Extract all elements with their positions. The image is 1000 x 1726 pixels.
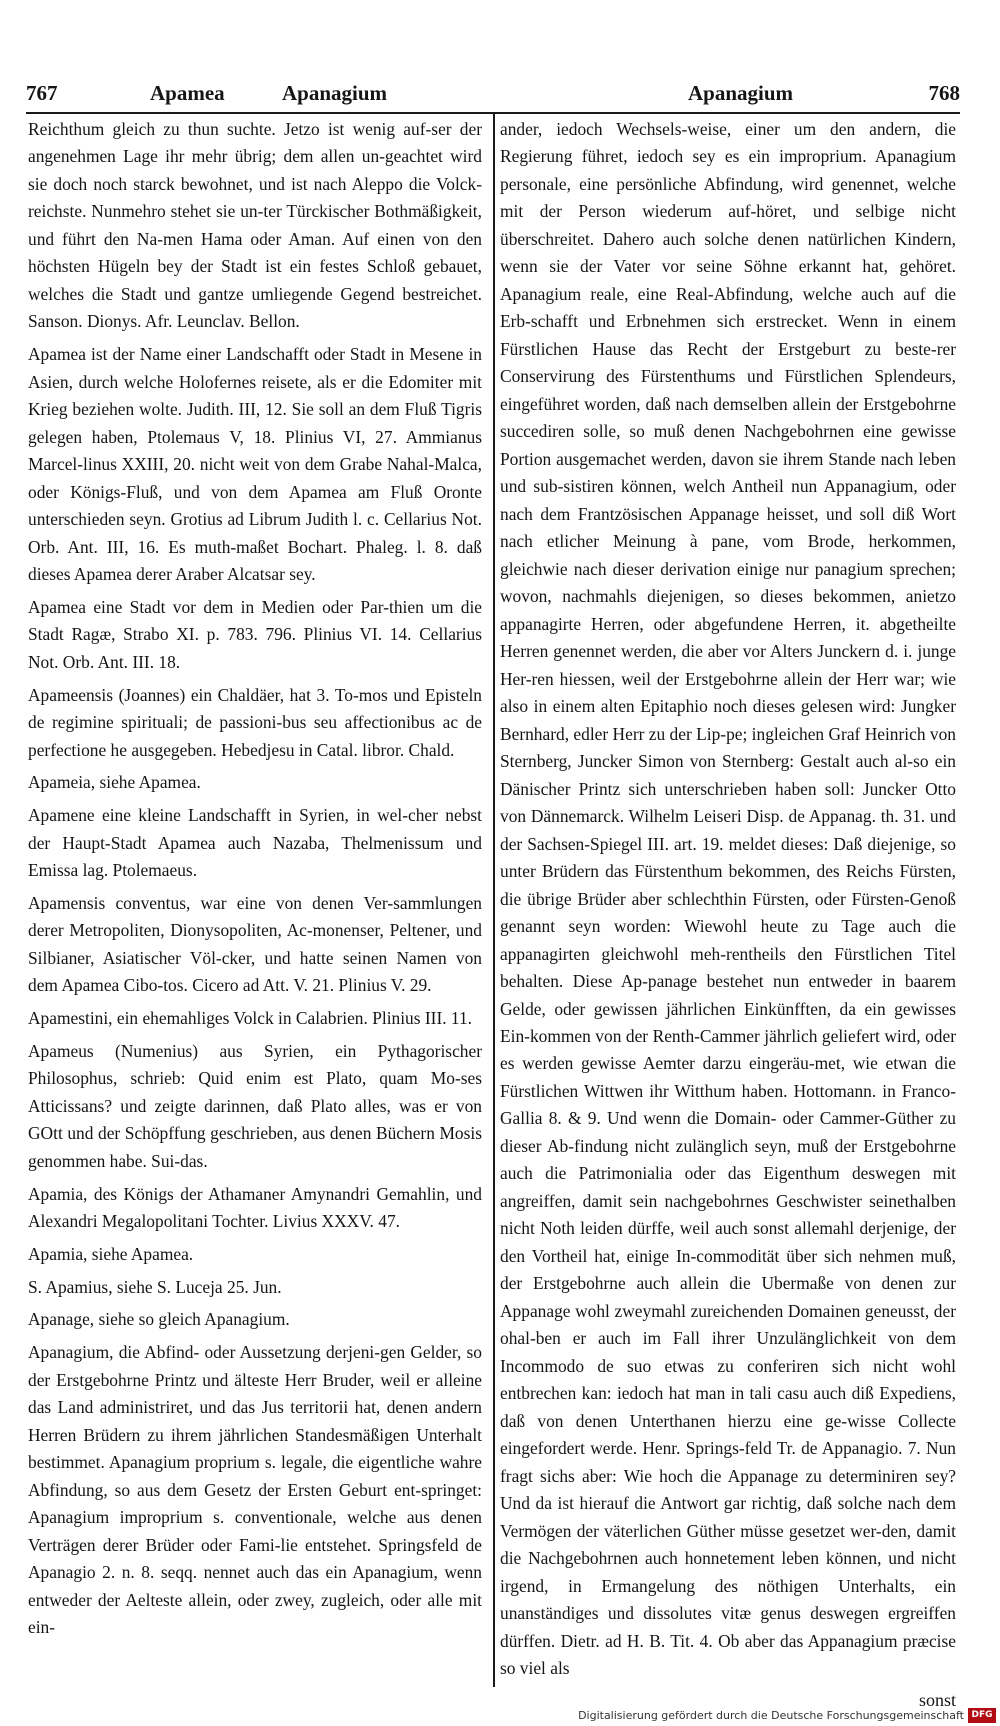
- left-column: [28, 116, 482, 1642]
- catchword: sonst: [918, 1690, 956, 1710]
- header-word-left-2: Apanagium: [282, 81, 388, 105]
- running-header: [26, 76, 960, 110]
- right-column: [500, 116, 956, 1683]
- paragraph: Apameus (Numenius) aus Syrien, ein Pythagorischer Philosophus, schrieb: Quid enim est Plato, quam Mo-ses Atticissans? und zeigte darinnen, daß Plato alles, was er von GOtt und der Schöpffung geschrieben, aus denen Büchern Mosis genommen habe. Sui-das.: [28, 1040, 482, 1171]
- paragraph: Apameensis (Joannes) ein Chaldäer, hat 3. To-mos und Episteln de regimine spirituali; de passioni-bus seu affectionibus ac de perfectione he ausgegeben. Hebedjesu in Catal. libror. Chald.: [28, 684, 482, 760]
- paragraph: Apamea ist der Name einer Landschafft oder Stadt in Mesene in Asien, durch welche Holofernes reisete, als er die Edomiter mit Krieg beziehen wolte. Judith. III, 12. Sie soll an dem Fluß Tigris gelegen haben, Ptolemaus V, 18. Plinius VI, 27. Ammianus Marcel-linus XXIII, 20. nicht weit von dem Grabe Nahal-Malca, oder Königs-Fluß, und von dem Apamea am Fluß Oronte unterschieden seyn. Grotius ad Librum Judith l. c. Cellarius Not. Orb. Ant. III, 16. Es muth-maßet Bochart. Phaleg. l. 8. daß dieses Apamea derer Araber Alcatsar sey.: [28, 344, 482, 585]
- paragraph: Apamia, des Königs der Athamaner Amynandri Gemahlin, und Alexandri Megalopolitani Tochter. Livius XXXV. 47.: [28, 1183, 482, 1232]
- page-number-left: 767: [26, 81, 58, 105]
- paragraph: Apanage, siehe so gleich Apanagium.: [28, 1309, 290, 1330]
- header-word-right: Apanagium: [688, 81, 794, 105]
- paragraph: Reichthum gleich zu thun suchte. Jetzo ist wenig auf-ser der angenehmen Lage ihr mehr übrig; dem allen un-geachtet wird sie doch noch starck bewohnet, und ist nach Aleppo die Volck-reichste. Nunmehro stehet sie un-ter Türckischer Bothmäßigkeit, und führt den Na-men Hama oder Aman. Auf einen von den höchsten Hügeln bey der Stadt ist ein festes Schloß gebauet, welches die Stadt und gantze umliegende Gegend bestreichet. Sanson. Dionys. Afr. Leunclav. Bellon.: [28, 119, 482, 332]
- paragraph: Apamia, siehe Apamea.: [28, 1243, 194, 1264]
- paragraph: Apamene eine kleine Landschafft in Syrien, in wel-cher nebst der Haupt-Stadt Apamea auch Nazaba, Thelmenissum und Emissa lag. Ptolemaeus.: [28, 805, 482, 881]
- dfg-logo: DFG: [968, 1708, 996, 1723]
- paragraph: Apamestini, ein ehemahliges Volck in Calabrien. Plinius III. 11.: [28, 1008, 473, 1029]
- paragraph: Apamensis conventus, war eine von denen Ver-sammlungen derer Metropoliten, Dionysopoliten, Ac-monenser, Peltener, und Silbianer, Asiatischer Völ-cker, und hatte seinen Namen von dem Apamea Cibo-tos. Cicero ad Att. V. 21. Plinius V. 29.: [28, 892, 482, 996]
- header-word-left-1: Apamea: [150, 81, 225, 105]
- paragraph: Apameia, siehe Apamea.: [28, 772, 201, 793]
- column-divider: [493, 112, 495, 1687]
- paragraph: Apanagium, die Abfind- oder Aussetzung derjeni-gen Gelder, so der Erstgebohrne Printz und älteste Herr Bruder, weil er alleine das Land administriret, und das Jus territorii hat, denen andern Herren Brüdern zu ihrem jährlichen Standesmäßigen Unterhalt bestimmet. Apanagium proprium s. legale, die eigentliche wahre Abfindung, so aus dem Gesetz der Ersten Geburt ent-springet: Apanagium improprium s. conventionale, welche aus denen Verträgen derer Brüder oder Fami-lie entstehet. Springsfeld de Apanagio 2. n. 8. seqq. nennet auch das ein Apanagium, wenn entweder der Aelteste allein, oder zwey, zugleich, oder alle mit ein-: [28, 1342, 482, 1638]
- paragraph: Apamea eine Stadt vor dem in Medien oder Par-thien um die Stadt Ragæ, Strabo XI. p. 783. 796. Plinius VI. 14. Cellarius Not. Orb. Ant. III. 18.: [28, 596, 482, 672]
- page-number-right: 768: [928, 81, 960, 105]
- paragraph: ander, iedoch Wechsels-weise, einer um den andern, die Regierung führet, iedoch sey es ein improprium. Apanagium personale, eine persönliche Abfindung, wird genennet, welche mit der Person wiederum auf-höret, und selbige nicht überschreitet. Dahero auch solche denen natürlichen Kindern, wenn sie der Vater vor seine Söhne erkannt hat, gehöret. Apanagium reale, eine Real-Abfindung, welche auch auf die Erb-schafft und Erbnehmen sich erstrecket. Wenn in einem Fürstlichen Hause das Recht der Erstgeburt zu beste-rer Conservirung des Fürstenthums und Fürstlichen Splendeurs, eingeführet worden, daß nach demselben allein der Erstgebohrne succediren solle, so muß denen Nachgebohrnen eine gewisse Portion ausgemachet werden, davon sie ihrem Stande nach leben und sub-sistiren können, welch Antheil nun Appanagium, oder nach dem Frantzösischen Appanage heisset, und soll diß Wort nach etlicher Meinung à pane, vom Brode, herkommen, gleichwie nach dieser derivation einige nur panagium sprechen; wovon, nachmahls diejenigen, so dieses bekommen, anietzo appanagirte Herren, oder abgefundene Herren, it. abgetheilte Herren genennet werden, die aber vor Alters Junckern d. i. junge Her-ren hiessen, weil der Erstgebohrne allein der Herr war; wie also in einem alten Epitaphio noch dieses gelesen wird: Jungker Bernhard, edler Herr zu der Lip-pe; ingleichen Graf Heinrich von Sternberg, Juncker Simon von Sternberg: Gestalt auch al-so ein Dänischer Printz sich unterschrieben haben soll: Juncker Otto von Dännemarck. Wilhelm Leiseri Disp. de Appanag. th. 31. und der Sachsen-Spiegel III. art. 19. meldet dieses: Daß diejenige, so unter Brüdern das Fürstenthum bekommen, des Reichs Fürsten, die übrige Brüder aber schlechthin Fürsten, oder Fürsten-Genoß genannt seyn worden: Wiewohl heute zu Tage auch die appanagirten gleichwohl meh-rentheils den Fürstlichen Titel behalten. Diese Ap-panage bestehet nun entweder in baarem Gelde, oder gewissen jährlichen Einkünfften, da ein gewisses Ein-kommen von der Renth-Cammer jährlich geliefert wird, oder es werden gewisse Aemter darzu eingeräu-met, wie etwan die Fürstlichen Wittwen ihr Witthum haben. Hottomann. in Franco-Gallia 8. & 9. Und wenn die Domain- oder Cammer-Güther zu dieser Ab-findung nicht zulänglich seyn, muß der Erstgebohrne auch die Patrimonialia oder das Eigenthum deswegen mit angreiffen, damit sein nachgebohrnes Geschwister seinethalben nicht Noth leiden dürffe, weil auch sonst allemahl derjenige, der den Vortheil hat, einige In-commodität über sich nehmen muß, der Erstgebohrne auch allein die Ubermaße von denen zur Appanage wohl zweymahl zureichenden Domainen geneusst, der ohal-ben er auch im Fall ihrer Unzulänglichkeit von dem Incommodo de suo etwas zu conferiren sich nicht wohl entbrechen kan: iedoch hat man in tali casu auch diß Expediens, daß von denen Unterthanen hierzu eine ge-wisse Collecte eingefordert werde. Henr. Springs-feld Tr. de Appanagio. 7. Nun fragt sichs aber: Wie hoch die Appanage zu determiniren sey? Und da ist hierauf die Antwort gar richtig, daß solche nach dem Vermögen der väterlichen Güther müsse gesetzet wer-den, damit die Nachgebohrnen auch honnetement leben können, und nicht irgend, in Ermangelung des nöthigen Unterhalts, ein unanständiges und dissolutes vitæ genus deswegen ergreiffen dürffen. Dietr. ad H. B. Tit. 4. Ob aber das Appanagium præcise so viel als: [500, 119, 956, 1679]
- paragraph: S. Apamius, siehe S. Luceja 25. Jun.: [28, 1276, 282, 1297]
- footer-credit: Digitalisierung gefördert durch die Deutsche Forschungsgemeinschaft: [578, 1709, 964, 1722]
